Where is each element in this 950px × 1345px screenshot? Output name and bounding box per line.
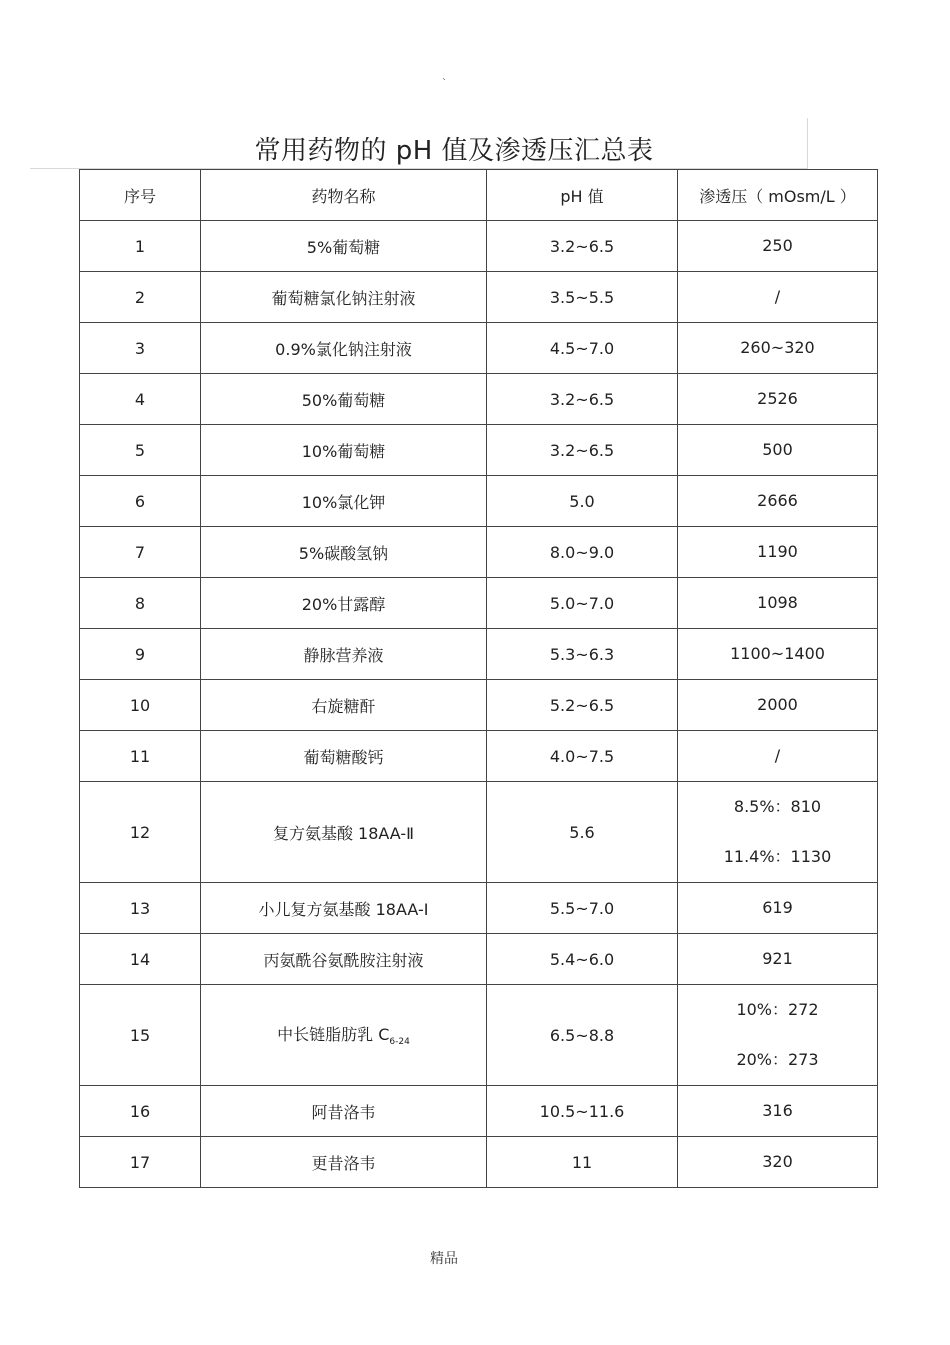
cell-ph: 10.5~11.6: [487, 1086, 678, 1137]
drug-ph-osmolality-table: [79, 169, 878, 1188]
drug-name-subscript: 6-24: [389, 1037, 410, 1048]
osmolality-value: 500: [762, 440, 793, 459]
cell-osmolality: [678, 782, 878, 883]
cell-no: 5: [80, 425, 201, 476]
table-row: [80, 1086, 878, 1137]
header-mark: `: [442, 78, 447, 89]
cell-osmolality: [678, 934, 878, 985]
cell-ph: 3.2~6.5: [487, 374, 678, 425]
drug-name-text: 复方氨基酸 18AA-Ⅱ: [272, 823, 415, 843]
cell-drug-name: [201, 934, 487, 985]
osmolality-value: 20%：273: [736, 1050, 819, 1069]
cell-drug-name: [201, 985, 487, 1086]
cell-osmolality: [678, 1086, 878, 1137]
cell-drug-name: [201, 323, 487, 374]
drug-name-text: 更昔洛韦: [311, 1153, 376, 1173]
cell-drug-name: [201, 578, 487, 629]
table-row: [80, 782, 878, 883]
drug-name-text: 右旋糖酐: [311, 696, 376, 716]
osmolality-value: 1190: [757, 542, 798, 561]
cell-ph: 3.2~6.5: [487, 425, 678, 476]
drug-name-text: 葡萄糖酸钙: [303, 747, 384, 767]
cell-ph: 11: [487, 1137, 678, 1188]
cell-ph: 5.5~7.0: [487, 883, 678, 934]
cell-ph: 5.0~7.0: [487, 578, 678, 629]
cell-ph: 5.4~6.0: [487, 934, 678, 985]
table-row: [80, 883, 878, 934]
cell-drug-name: [201, 221, 487, 272]
drug-name-text: 5%碳酸氢钠: [298, 543, 389, 563]
page-footer: 精品: [430, 1251, 458, 1267]
cell-drug-name: [201, 476, 487, 527]
cell-osmolality: [678, 731, 878, 782]
cell-no: 15: [80, 985, 201, 1086]
table-row: [80, 323, 878, 374]
cell-no: 3: [80, 323, 201, 374]
drug-name-text: 小儿复方氨基酸 18AA-Ⅰ: [258, 899, 429, 919]
cell-no: 16: [80, 1086, 201, 1137]
cell-drug-name: [201, 272, 487, 323]
cell-ph: 5.6: [487, 782, 678, 883]
osmolality-value: 10%：272: [736, 1000, 819, 1019]
osmolality-value: 1098: [757, 593, 798, 612]
table-row: [80, 374, 878, 425]
cell-ph: 3.5~5.5: [487, 272, 678, 323]
drug-name-text: 20%甘露醇: [301, 594, 386, 614]
table-row: [80, 985, 878, 1086]
cell-drug-name: [201, 1137, 487, 1188]
cell-drug-name: [201, 425, 487, 476]
drug-name-text: 阿昔洛韦: [311, 1102, 376, 1122]
cell-osmolality: [678, 527, 878, 578]
table-row: [80, 578, 878, 629]
osmolality-value: 316: [762, 1101, 793, 1120]
osmolality-value: 8.5%：810: [733, 797, 822, 816]
cell-no: 11: [80, 731, 201, 782]
table-row: [80, 1137, 878, 1188]
osmolality-value: 2666: [757, 491, 798, 510]
cell-no: 1: [80, 221, 201, 272]
table-row: [80, 425, 878, 476]
osmolality-value: 2000: [757, 695, 798, 714]
drug-name-text: 葡萄糖氯化钠注射液: [271, 288, 416, 308]
cell-osmolality: [678, 272, 878, 323]
table-row: [80, 934, 878, 985]
osmolality-value: /: [774, 746, 781, 765]
osmolality-value: 320: [762, 1152, 793, 1171]
cell-ph: 8.0~9.0: [487, 527, 678, 578]
osmolality-value: 11.4%：1130: [723, 847, 832, 866]
page-title: 常用药物的 pH 值及渗透压汇总表: [254, 136, 654, 166]
cell-ph: 5.2~6.5: [487, 680, 678, 731]
cell-osmolality: [678, 985, 878, 1086]
drug-name-text: 丙氨酰谷氨酰胺注射液: [263, 950, 424, 970]
cell-ph: 5.0: [487, 476, 678, 527]
drug-name-text: 中长链脂肪乳 C: [277, 1025, 390, 1045]
table-row: [80, 629, 878, 680]
osmolality-value: 619: [762, 898, 793, 917]
cell-no: 4: [80, 374, 201, 425]
cell-osmolality: [678, 221, 878, 272]
cell-ph: 4.5~7.0: [487, 323, 678, 374]
cell-osmolality: [678, 680, 878, 731]
header-drug-name: 药物名称: [201, 170, 487, 221]
cell-no: 9: [80, 629, 201, 680]
cell-drug-name: [201, 782, 487, 883]
osmolality-value: 921: [762, 949, 793, 968]
cell-ph: 3.2~6.5: [487, 221, 678, 272]
cell-osmolality: [678, 425, 878, 476]
cell-no: 10: [80, 680, 201, 731]
cell-no: 12: [80, 782, 201, 883]
drug-name-text: 50%葡萄糖: [301, 390, 386, 410]
cell-drug-name: [201, 374, 487, 425]
drug-name-text: 0.9%氯化钠注射液: [275, 339, 412, 359]
cell-ph: 6.5~8.8: [487, 985, 678, 1086]
cell-drug-name: [201, 527, 487, 578]
cell-ph: 4.0~7.5: [487, 731, 678, 782]
cell-osmolality: [678, 883, 878, 934]
table-row: [80, 221, 878, 272]
table-row: [80, 476, 878, 527]
table-row: [80, 272, 878, 323]
table-body: [80, 221, 878, 1188]
cell-drug-name: [201, 629, 487, 680]
cell-osmolality: [678, 323, 878, 374]
drug-name-text: 10%氯化钾: [301, 492, 386, 512]
cell-osmolality: [678, 476, 878, 527]
cell-drug-name: [201, 883, 487, 934]
drug-name-text: 静脉营养液: [303, 645, 384, 665]
cell-osmolality: [678, 578, 878, 629]
cell-osmolality: [678, 374, 878, 425]
table-row: [80, 731, 878, 782]
table-row: [80, 527, 878, 578]
cell-drug-name: [201, 731, 487, 782]
cell-no: 13: [80, 883, 201, 934]
cell-no: 7: [80, 527, 201, 578]
cell-osmolality: [678, 629, 878, 680]
table-header-row: [80, 170, 878, 221]
cell-no: 17: [80, 1137, 201, 1188]
cell-osmolality: [678, 1137, 878, 1188]
osmolality-value: /: [774, 287, 781, 306]
osmolality-value: 1100~1400: [730, 644, 825, 663]
osmolality-value: 250: [762, 236, 793, 255]
drug-name-text: 10%葡萄糖: [301, 441, 386, 461]
table-row: [80, 680, 878, 731]
header-osmolality: 渗透压（ mOsm/L ）: [678, 170, 878, 221]
osmolality-value: 2526: [757, 389, 798, 408]
header-no: 序号: [80, 170, 201, 221]
drug-name-text: 5%葡萄糖: [306, 237, 381, 257]
cell-ph: 5.3~6.3: [487, 629, 678, 680]
cell-drug-name: [201, 1086, 487, 1137]
cell-no: 6: [80, 476, 201, 527]
header-ph: pH 值: [487, 170, 678, 221]
cell-no: 2: [80, 272, 201, 323]
osmolality-value: 260~320: [740, 338, 815, 357]
cell-drug-name: [201, 680, 487, 731]
cell-no: 14: [80, 934, 201, 985]
cell-no: 8: [80, 578, 201, 629]
